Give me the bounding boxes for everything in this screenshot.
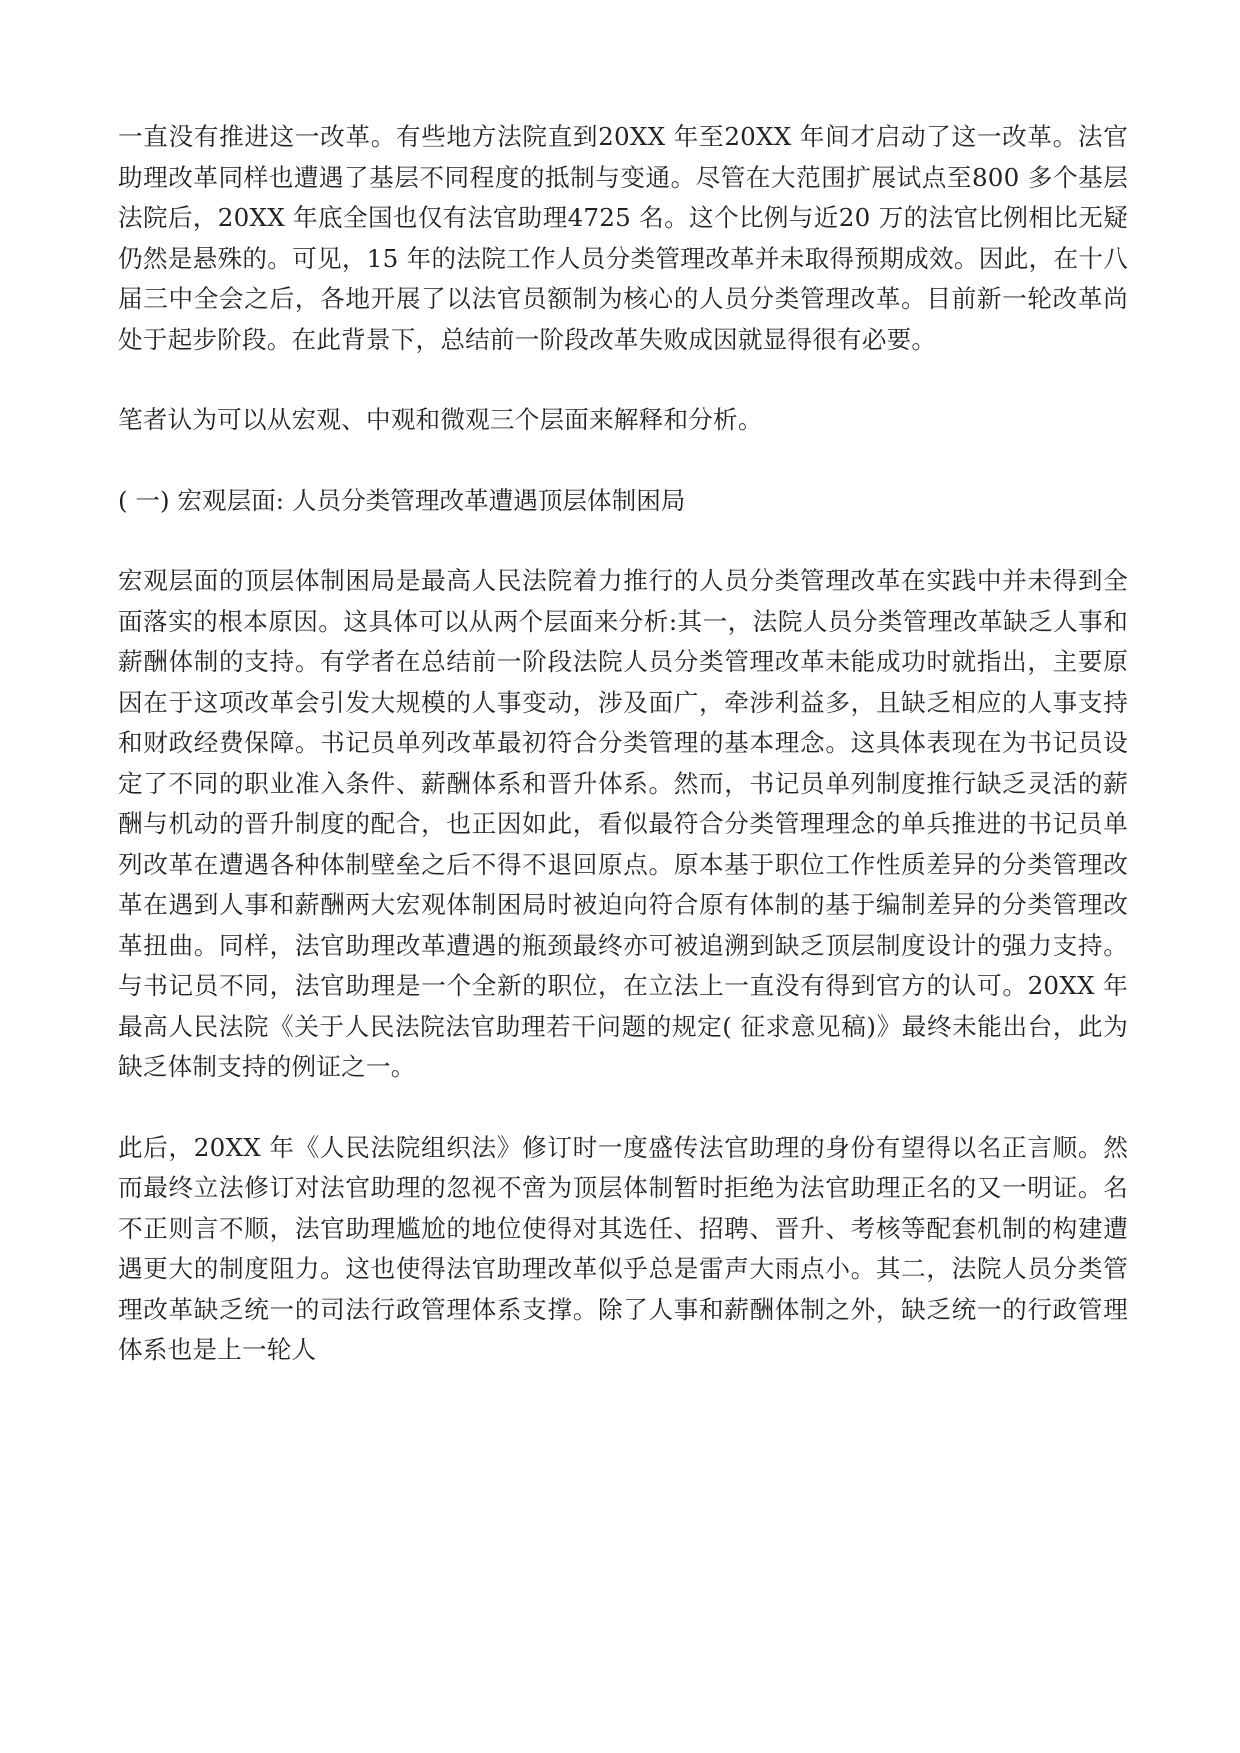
paragraph: 笔者认为可以从宏观、中观和微观三个层面来解释和分析。 xyxy=(118,405,763,434)
paragraph: 此后，20XX 年《人民法院组织法》修订时一度盛传法官助理的身份有望得以名正言顺。然而最终立法修订对法官助理的忽视不啻为顶层体制暂时拒绝为法官助理正名的又一明证。名不正则言不顺，法官助理尴尬的地位使得对其选任、招聘、晋升、考核等配套机制的构建遭遇更大的制度阻力。这也使得法官助理改革似乎总是雷声大雨点小。其二，法院人员分类管理改革缺乏统一的司法行政管理体系支撑。除了人事和薪酬体制之外，缺乏统一的行政管理体系也是上一轮人 xyxy=(118,1132,1128,1364)
paragraph-spacer xyxy=(118,1088,1128,1128)
paragraph-spacer xyxy=(118,521,1128,561)
document-page xyxy=(118,117,1128,1371)
paragraph-spacer xyxy=(118,441,1128,481)
paragraph-spacer xyxy=(118,360,1128,400)
paragraph: 宏观层面的顶层体制困局是最高人民法院着力推行的人员分类管理改革在实践中并未得到全面落实的根本原因。这具体可以从两个层面来分析:其一，法院人员分类管理改革缺乏人事和薪酬体制的支持。有学者在总结前一阶段法院人员分类管理改革未能成功时就指出，主要原因在于这项改革会引发大规模的人事变动，涉及面广，牵涉利益多，且缺乏相应的人事支持和财政经费保障。书记员单列改革最初符合分类管理的基本理念。这具体表现在为书记员设定了不同的职业准入条件、薪酬体系和晋升体系。然而，书记员单列制度推行缺乏灵活的薪酬与机动的晋升制度的配合，也正因如此，看似最符合分类管理理念的单兵推进的书记员单列改革在遭遇各种体制壁垒之后不得不退回原点。原本基于职位工作性质差异的分类管理改革在遇到人事和薪酬两大宏观体制困局时被迫向符合原有体制的基于编制差异的分类管理改革扭曲。同样，法官助理改革遭遇的瓶颈最终亦可被追溯到缺乏顶层制度设计的强力支持。与书记员不同，法官助理是一个全新的职位，在立法上一直没有得到官方的认可。20XX 年最高人民法院《关于人民法院法官助理若干问题的规定( 征求意见稿)》最终未能出台，此为缺乏体制支持的例证之一。 xyxy=(118,566,1128,1081)
paragraph: 一直没有推进这一改革。有些地方法院直到20XX 年至20XX 年间才启动了这一改革。法官助理改革同样也遭遇了基层不同程度的抵制与变通。尽管在大范围扩展试点至800 多个基层法院后，20XX 年底全国也仅有法官助理4725 名。这个比例与近20 万的法官比例相比无疑仍然是悬殊的。可见，15 年的法院工作人员分类管理改革并未取得预期成效。因此，在十八届三中全会之后，各地开展了以法官员额制为核心的人员分类管理改革。目前新一轮改革尚处于起步阶段。在此背景下，总结前一阶段改革失败成因就显得很有必要。 xyxy=(118,122,1128,354)
section-heading: ( 一) 宏观层面: 人员分类管理改革遭遇顶层体制困局 xyxy=(118,485,686,515)
